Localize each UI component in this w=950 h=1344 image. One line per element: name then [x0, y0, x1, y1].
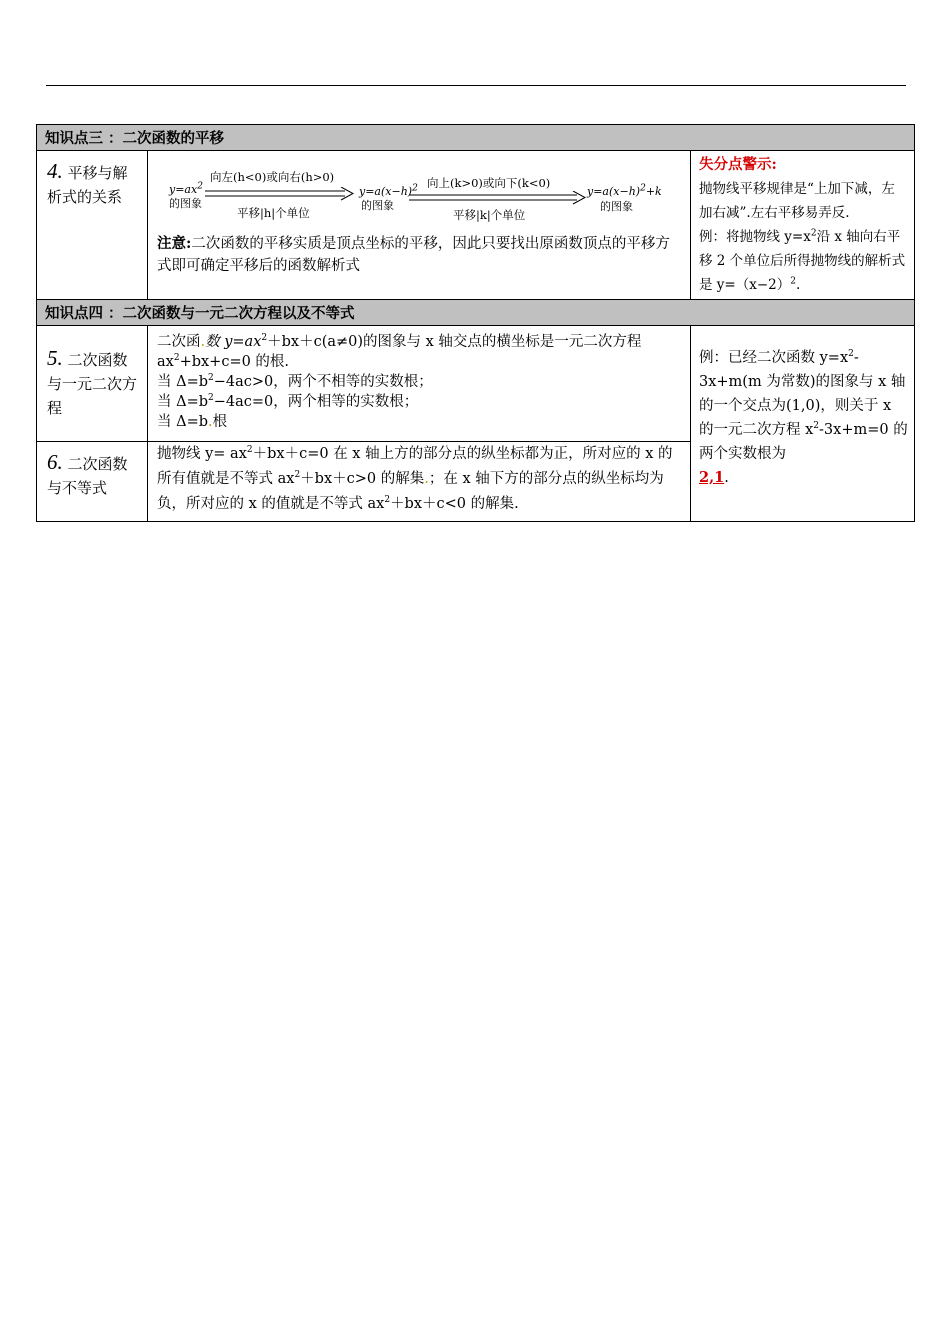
arrow1-top: 向左(h<0)或向右(h>0)	[210, 170, 335, 184]
row-5	[37, 326, 915, 442]
example-answer: 2,1	[699, 469, 725, 486]
section3-header	[37, 125, 915, 151]
row6-content: 抛物线 $y= ax^2+bx+c=0$ 在 x 轴上方的部分点的纵坐标都为正，所对应的 x 的所有值就是不等式 $ax^2+bx+c>0$ 的解集.；在 x 轴下方的部分点的纵坐标均为负，所对应的 x 的值就是不等式 $ax^2+bx+c<0$ 的解集.	[148, 442, 691, 522]
arrow2-top: 向上(k>0)或向下(k<0)	[427, 176, 551, 190]
section4-title: 知识点四 ：二次函数与一元二次方程以及不等式	[37, 300, 915, 326]
row5-line2: 当 $\Delta=b^2-4ac>0$，两个不相等的实数根；	[157, 373, 433, 390]
row5-line1: 二次函.数 $y=ax^2+bx+c(a\ne 0)$的图象与 x 轴交点的横坐标是一元二次方程 $ax^2+bx+c=0$ 的根.	[157, 333, 642, 370]
formula-1: $y=ax^2$	[169, 181, 203, 196]
section4-header	[37, 300, 915, 326]
warning-example: 例：将抛物线 $y=x^2$沿 x 轴向右平移 2 个单位后所得抛物线的解析式是 $y=(x-2)^2$.	[699, 228, 906, 293]
row5-line3: 当 $\Delta=b^2-4ac=0$，两个相等的实数根；	[157, 393, 419, 410]
warning-text: 抛物线平移规律是“上加下减，左加右减”.左右平移易弄反.	[699, 181, 895, 221]
section3-title: 知识点三 ：二次函数的平移	[37, 125, 915, 151]
note: 注意:二次函数的平移实质是顶点坐标的平移，因此只要找出原函数顶点的平移方式即可确定平移后的函数解析式	[157, 235, 670, 274]
graph-label-2: 的图象	[361, 199, 394, 212]
arrow2-bottom: 平移|k|个单位	[453, 208, 526, 222]
row6-label: 6. 二次函数与不等式	[37, 442, 148, 522]
double-arrow-2	[409, 191, 589, 205]
row5-label: 5. 二次函数与一元二次方程	[37, 326, 148, 442]
graph-label-1: 的图象	[169, 197, 202, 210]
arrow1-bottom: 平移|h|个单位	[237, 206, 310, 220]
double-arrow-1	[205, 187, 357, 201]
header-rule	[46, 85, 906, 86]
formula-2: $y=a(x-h)^2$	[359, 183, 418, 198]
warning-title: 失分点警示:	[699, 156, 777, 173]
warning-box	[691, 151, 915, 300]
graph-label-3: 的图象	[600, 200, 633, 213]
row5-line4: 当 Δ=b.根	[157, 414, 228, 430]
row4-label: 4. 平移与解析式的关系	[37, 151, 148, 300]
row5-content	[148, 326, 691, 442]
translation-diagram	[157, 153, 682, 233]
example-box: 例：已经二次函数 $y=x^2-3x+m(m$ 为常数)的图象与 x 轴的一个交点为(1,0)，则关于 x 的一元二次方程 $x^2-3x+m=0$ 的两个实数根为 2,1.	[691, 326, 915, 522]
knowledge-table	[36, 124, 915, 522]
row4-content	[148, 151, 691, 300]
row-4	[37, 151, 915, 300]
formula-3: $y=a(x-h)^2+k$	[587, 183, 662, 198]
